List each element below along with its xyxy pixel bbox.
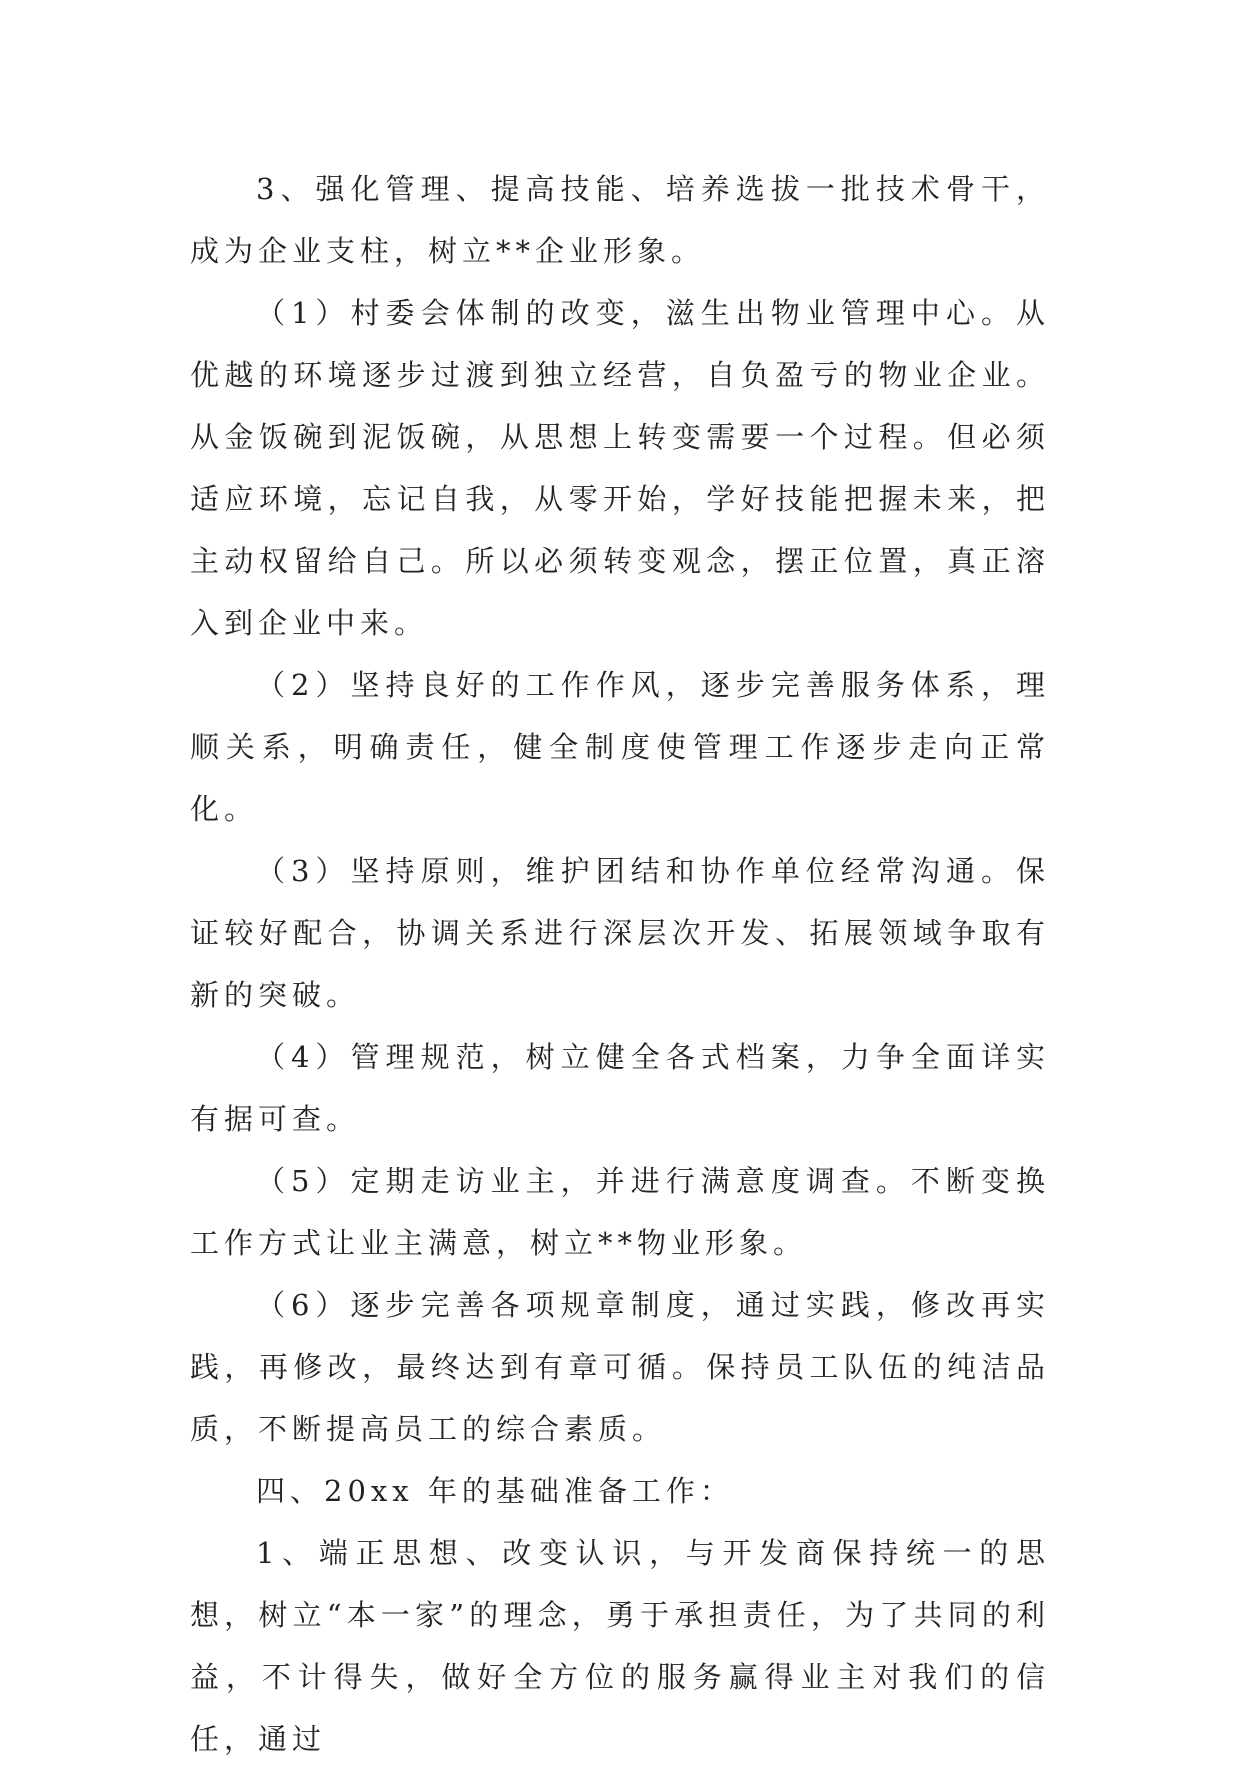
section-heading: 四、20xx 年的基础准备工作： xyxy=(256,1474,734,1508)
paragraph-1: 3、强化管理、提高技能、培养选拔一批技术骨干，成为企业支柱，树立**企业形象。 xyxy=(190,172,1050,268)
paragraph-7: （6）逐步完善各项规章制度，通过实践，修改再实践，再修改，最终达到有章可循。保持员工队伍的纯洁品质，不断提高员工的综合素质。 xyxy=(190,1288,1050,1446)
paragraph-6: （5）定期走访业主，并进行满意度调查。不断变换工作方式让业主满意，树立**物业形象。 xyxy=(190,1164,1050,1260)
document-body xyxy=(190,158,1050,1770)
paragraph-8: 1、端正思想、改变认识，与开发商保持统一的思想，树立“本一家”的理念，勇于承担责任，为了共同的利益，不计得失，做好全方位的服务赢得业主对我们的信任，通过 xyxy=(190,1536,1050,1756)
paragraph-4: （3）坚持原则，维护团结和协作单位经常沟通。保证较好配合，协调关系进行深层次开发、拓展领域争取有新的突破。 xyxy=(190,854,1050,1012)
paragraph-2: （1）村委会体制的改变，滋生出物业管理中心。从优越的环境逐步过渡到独立经营，自负盈亏的物业企业。从金饭碗到泥饭碗，从思想上转变需要一个过程。但必须适应环境，忘记自我，从零开始，学好技能把握未来，把主动权留给自己。所以必须转变观念，摆正位置，真正溶入到企业中来。 xyxy=(190,296,1050,640)
paragraph-3: （2）坚持良好的工作作风，逐步完善服务体系，理顺关系，明确责任，健全制度使管理工作逐步走向正常化。 xyxy=(190,668,1050,826)
paragraph-5: （4）管理规范，树立健全各式档案，力争全面详实有据可查。 xyxy=(190,1040,1050,1136)
